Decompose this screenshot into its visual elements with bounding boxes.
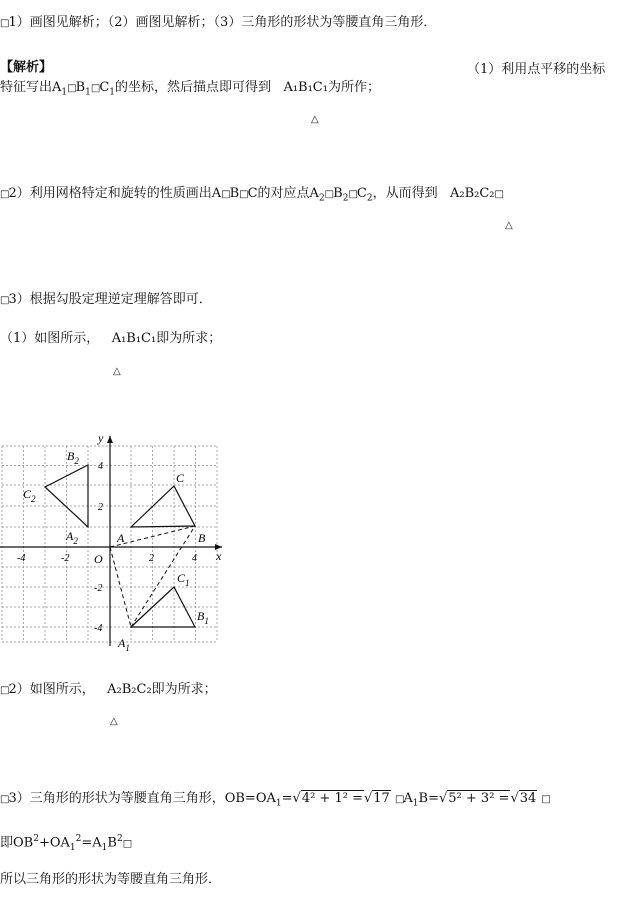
origin-label: O bbox=[94, 552, 103, 566]
label-a2: $A_2$ bbox=[66, 529, 78, 546]
tick-y--2: -2 bbox=[94, 583, 103, 594]
tick-x-2: 2 bbox=[149, 553, 154, 564]
label-c1: $C_1$ bbox=[177, 571, 190, 588]
tick-x--4: -4 bbox=[17, 553, 26, 564]
label-a1: $A_1$ bbox=[118, 636, 130, 653]
tick-x-4: 4 bbox=[192, 553, 197, 564]
solution-2: □2）如图所示， A₂B₂C₂即为所求； bbox=[0, 682, 217, 697]
y-axis-label: y bbox=[98, 432, 104, 445]
analysis-heading: 【解析】 bbox=[0, 60, 53, 75]
answer-line: □1）画图见解析；（2）画图见解析；（3）三角形的形状为等腰直角三角形． bbox=[0, 15, 437, 30]
solution-4: 即$OB^2+OA_1^2=A_1B^2□$ bbox=[0, 834, 132, 853]
tick-x--2: -2 bbox=[61, 553, 70, 564]
label-b: B bbox=[198, 531, 206, 545]
coordinate-graph bbox=[0, 432, 230, 662]
label-c2: $C_2$ bbox=[23, 487, 36, 504]
tick-y-4: 4 bbox=[98, 461, 103, 472]
analysis-step3: □3）根据勾股定理逆定理解答即可． bbox=[0, 292, 212, 307]
triangle-symbol: △ bbox=[110, 716, 118, 727]
solution-5: 所以三角形的形状为等腰直角三角形． bbox=[0, 872, 222, 887]
triangle-symbol: △ bbox=[505, 220, 513, 231]
triangle-symbol: △ bbox=[113, 366, 121, 377]
label-b2: $B_2$ bbox=[67, 449, 79, 466]
label-a: A bbox=[117, 531, 125, 545]
missing-glyph: □ bbox=[0, 18, 9, 29]
tick-y--4: -4 bbox=[94, 623, 103, 634]
triangle-abc bbox=[131, 486, 195, 527]
analysis-step2: □2）利用网格特定和旋转的性质画出A□B□C的对应点$A_2□B_2□C_2$，从而得到 A₂B₂C₂□ bbox=[0, 186, 503, 204]
analysis-step1: 特征写出$A_1□B_1□C_1$的坐标，然后描点即可得到 A₁B₁C₁为所作； bbox=[0, 80, 380, 98]
y-axis-arrow bbox=[107, 436, 113, 443]
analysis-step1-right: （1）利用点平移的坐标 bbox=[467, 62, 606, 77]
triangle-symbol: △ bbox=[311, 114, 319, 125]
label-c: C bbox=[176, 471, 185, 485]
solution-3: □3）三角形的形状为等腰直角三角形，$OB=OA_1=√$ 4² + 1² =√ 17 $□A_1B=√$ 5² + 3² =√ 34 □ bbox=[0, 791, 550, 812]
label-b1: $B_1$ bbox=[197, 609, 209, 626]
solution-1: （1）如图所示， A₁B₁C₁即为所求； bbox=[0, 331, 222, 346]
x-axis-label: x bbox=[216, 549, 222, 563]
tick-y-2: 2 bbox=[98, 502, 103, 513]
